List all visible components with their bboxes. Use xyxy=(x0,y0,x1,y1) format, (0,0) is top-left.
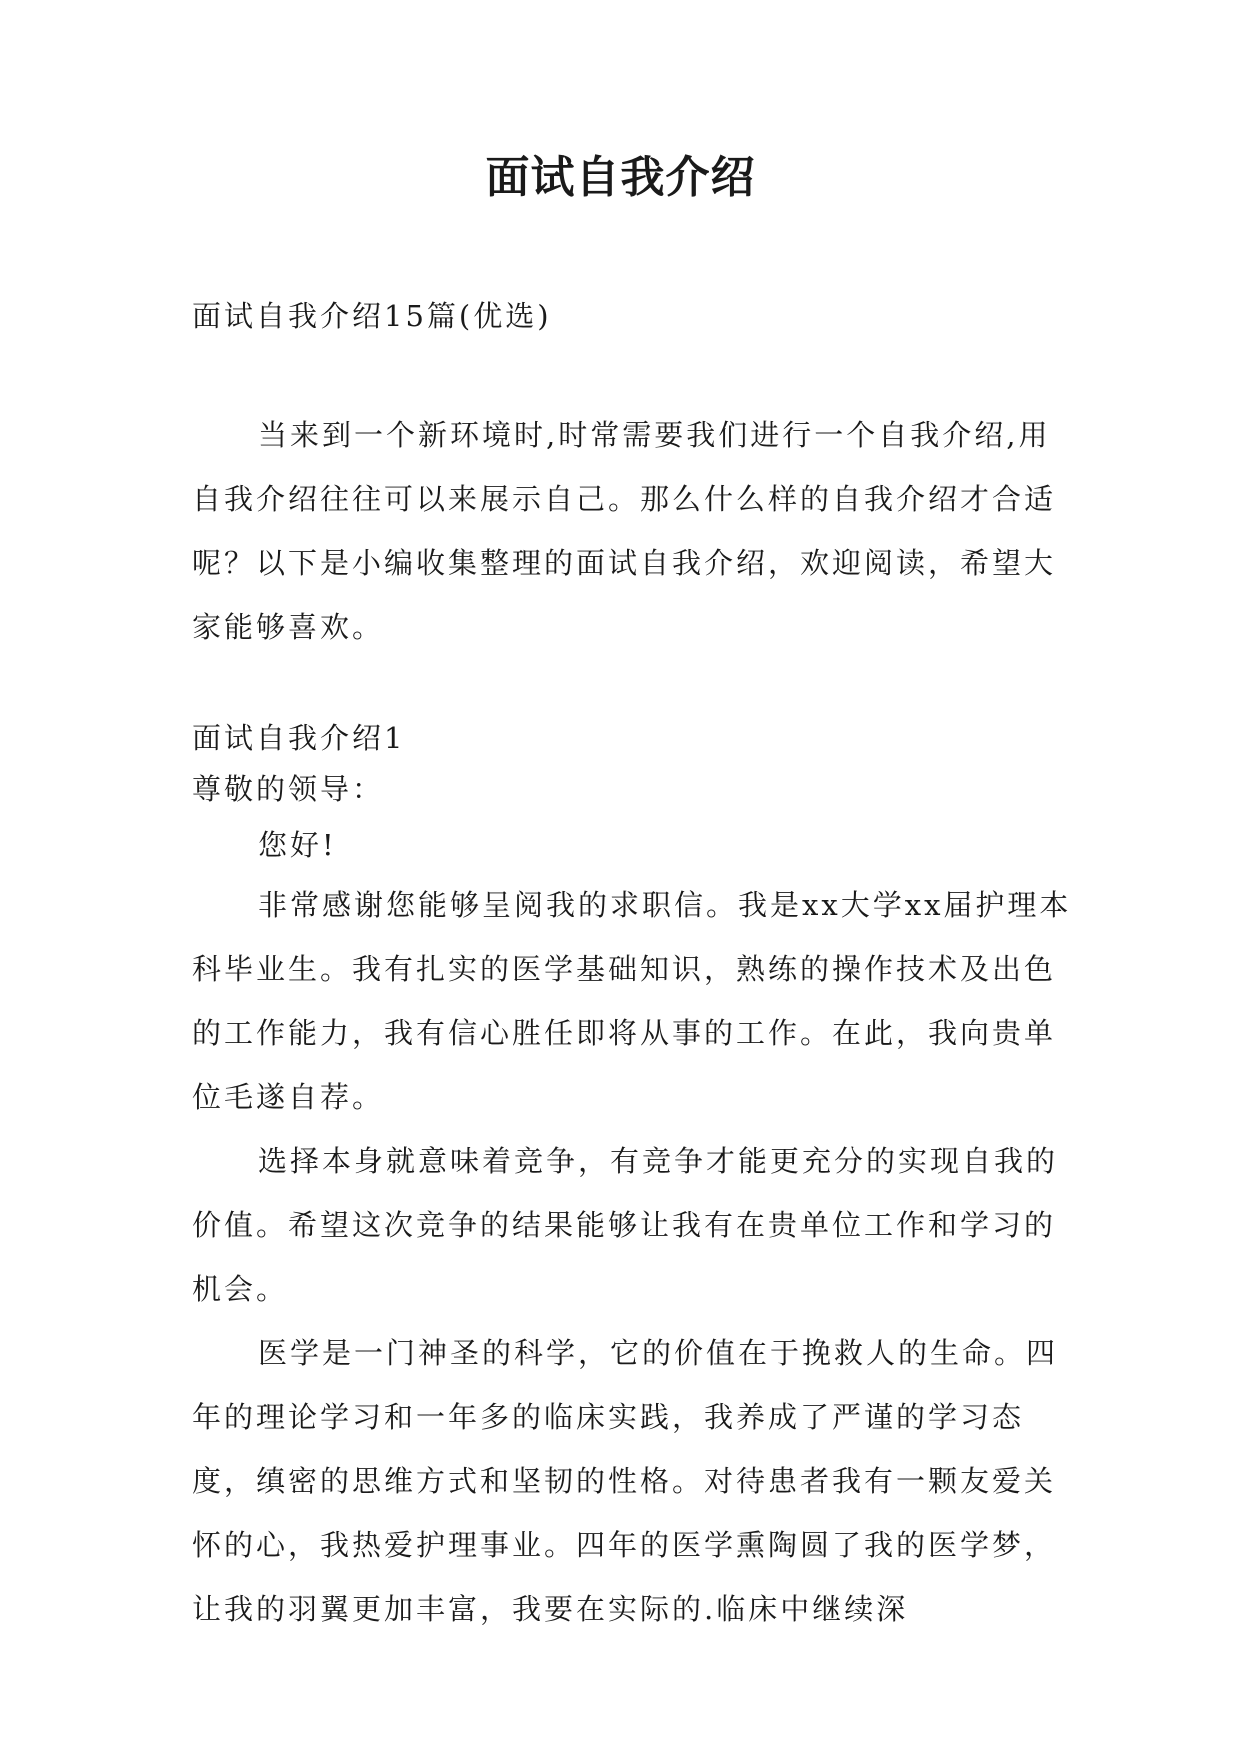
body-paragraph: 选择本身就意味着竞争，有竞争才能更充分的实现自我的价值。希望这次竞争的结果能够让我有在贵单位工作和学习的机会。 xyxy=(192,1144,1059,1306)
section-heading: 面试自我介绍1 xyxy=(192,721,406,755)
document-title: 面试自我介绍 xyxy=(485,152,756,203)
body-paragraph: 医学是一门神圣的科学，它的价值在于挽救人的生命。四年的理论学习和一年多的临床实践，我养成了严谨的学习态度，缜密的思维方式和坚韧的性格。对待患者我有一颗友爱关怀的心，我热爱护理事业。四年的医学熏陶圆了我的医学梦，让我的羽翼更加丰富，我要在实际的.临床中继续深 xyxy=(192,1336,1059,1626)
intro-paragraph: 当来到一个新环境时,时常需要我们进行一个自我介绍,用自我介绍往往可以来展示自己。那么什么样的自我介绍才合适呢？以下是小编收集整理的面试自我介绍，欢迎阅读，希望大家能够喜欢。 xyxy=(192,418,1057,644)
body-paragraph: 非常感谢您能够呈阅我的求职信。我是xx大学xx届护理本科毕业生。我有扎实的医学基础知识，熟练的操作技术及出色的工作能力，我有信心胜任即将从事的工作。在此，我向贵单位毛遂自荐。 xyxy=(192,888,1072,1114)
document-body xyxy=(192,295,1072,1641)
document-subtitle: 面试自我介绍15篇(优选) xyxy=(192,299,552,333)
salutation: 尊敬的领导： xyxy=(192,772,385,806)
greeting: 您好! xyxy=(258,828,337,862)
